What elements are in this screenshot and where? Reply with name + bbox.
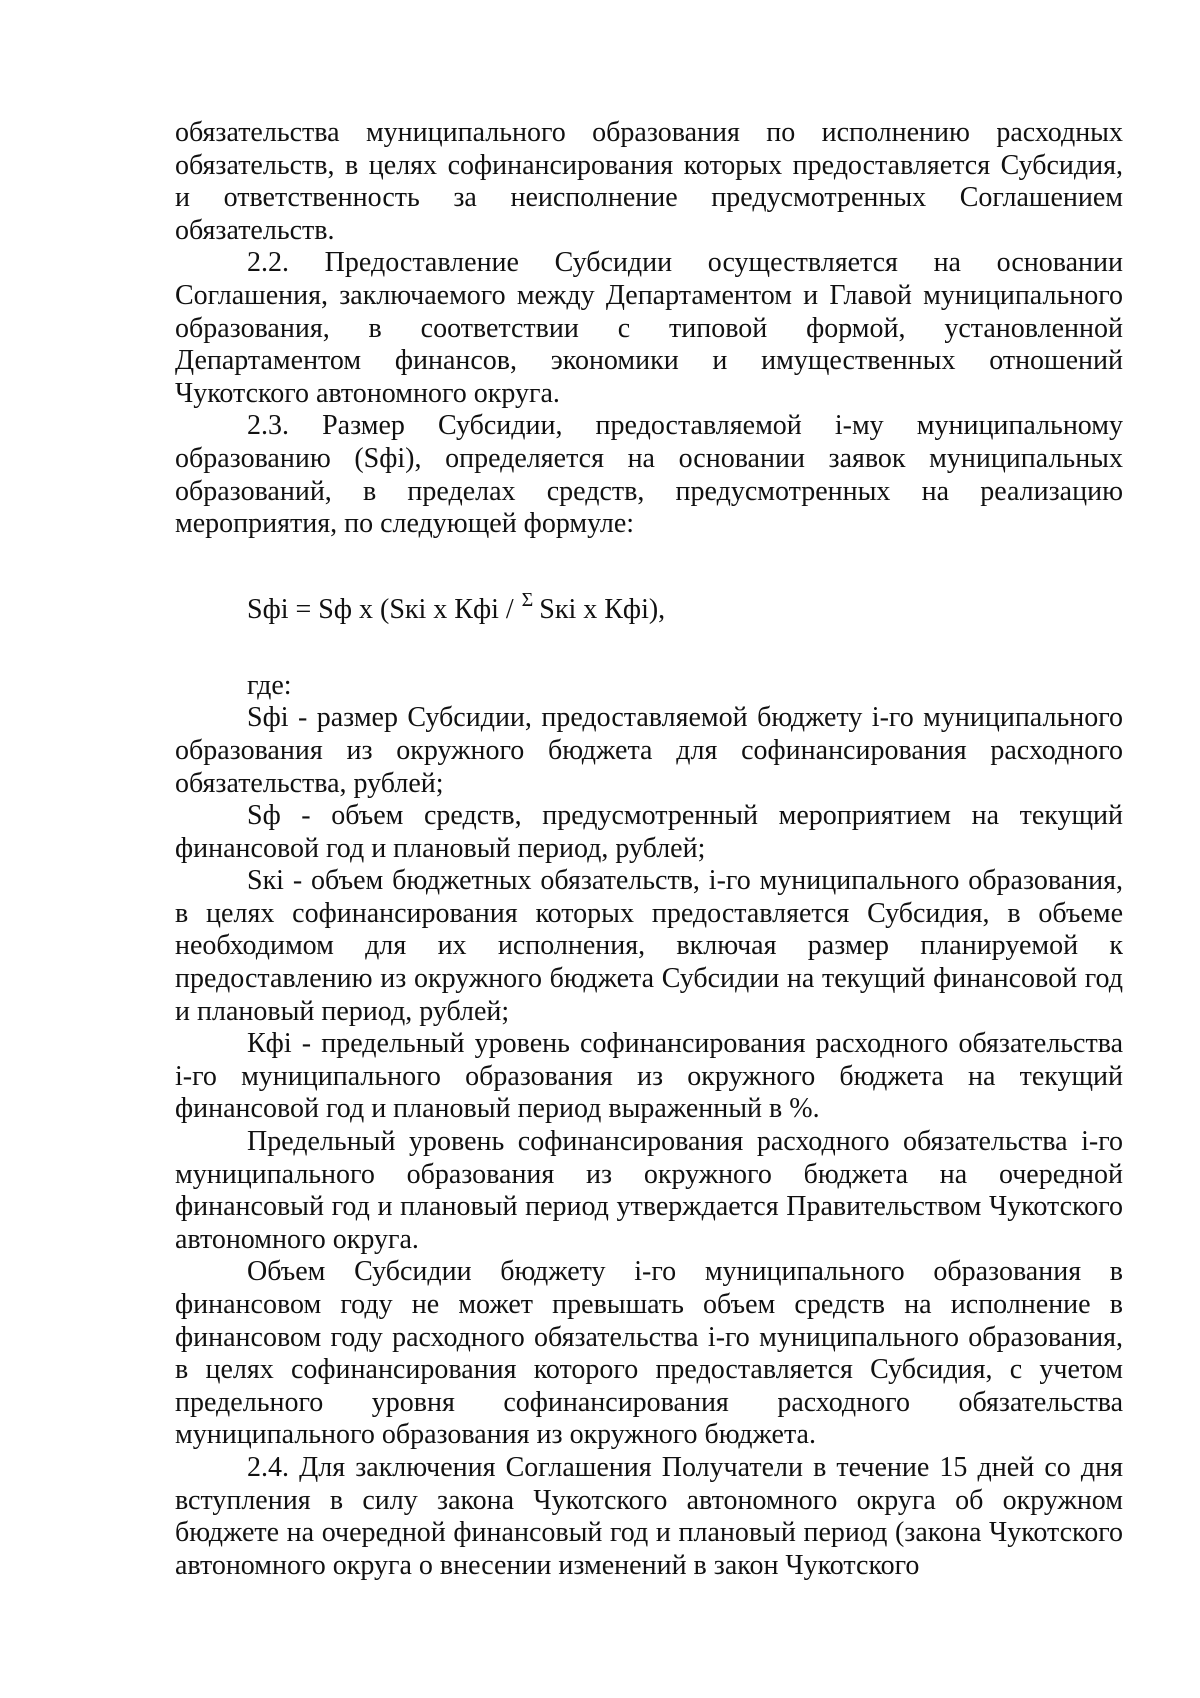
definition-kfi: Кфi - предельный уровень софинансирования расходного обязательства i-го муниципального образования из окружного бюджета на текущий финансовой год и плановый период выраженный в %. [175,1028,1123,1125]
paragraph-obligations-continued: обязательства муниципального образования по исполнению расходных обязательств, в целях софинансирования которых предоставляется Субсидия, и ответственность за неисполнение предусмотренных Соглашением обязательств. [175,117,1123,246]
paragraph-cofinancing-limit: Предельный уровень софинансирования расходного обязательства i-го муниципального образования из окружного бюджета на очередной финансовый год и плановый период утверждается Правительством Чукотского автономного округа. [175,1126,1123,1255]
formula-right: Sкi х Кфi), [539,593,666,625]
paragraph-subsidy-volume: Объем Субсидии бюджету i-го муниципального образования в финансовом году не может превышать объем средств на исполнение в финансовом году расходного обязательства i-го муниципального образования, в целях софинансирования которого предоставляется Субсидия, с учетом предельного уровня софинансирования расходного обязательства муниципального образования из окружного бюджета. [175,1256,1123,1451]
definition-ski: Sкi - объем бюджетных обязательств, i-го муниципального образования, в целях софинансирования которых предоставляется Субсидия, в объеме необходимом для их исполнения, включая размер планируемой к предоставлению из окружного бюджета Субсидии на текущий финансовой год и плановый период, рублей; [175,865,1123,1027]
definition-sfi: Sфi - размер Субсидии, предоставляемой бюджету i-го муниципального образования из окружного бюджета для софинансирования расходного обязательства, рублей; [175,702,1123,799]
document-page [175,117,1123,1582]
paragraph-2-3: 2.3. Размер Субсидии, предоставляемой i-му муниципальному образованию (Sфi), определяется на основании заявок муниципальных образований, в пределах средств, предусмотренных на реализацию мероприятия, по следующей формуле: [175,410,1123,540]
definition-sf: Sф - объем средств, предусмотренный мероприятием на текущий финансовой год и плановый период, рублей; [175,800,1123,864]
paragraph-2-2: 2.2. Предоставление Субсидии осуществляется на основании Соглашения, заключаемого между Департаментом и Главой муниципального образования, в соответствии с типовой формой, установленной Департаментом финансов, экономики и имущественных отношений Чукотского автономного округа. [175,247,1123,409]
sigma-symbol: Σ [521,588,534,611]
paragraph-2-4: 2.4. Для заключения Соглашения Получатели в течение 15 дней со дня вступления в силу закона Чукотского автономного округа об окружном бюджете на очередной финансовый год и плановый период (закона Чукотского автономного округа о внесении изменений в закон Чукотского [175,1451,1123,1581]
subsidy-formula [247,584,1123,626]
formula-left: Sфi = Sф х (Sкi х Кфi / [247,593,514,625]
where-label: где: [247,669,292,701]
